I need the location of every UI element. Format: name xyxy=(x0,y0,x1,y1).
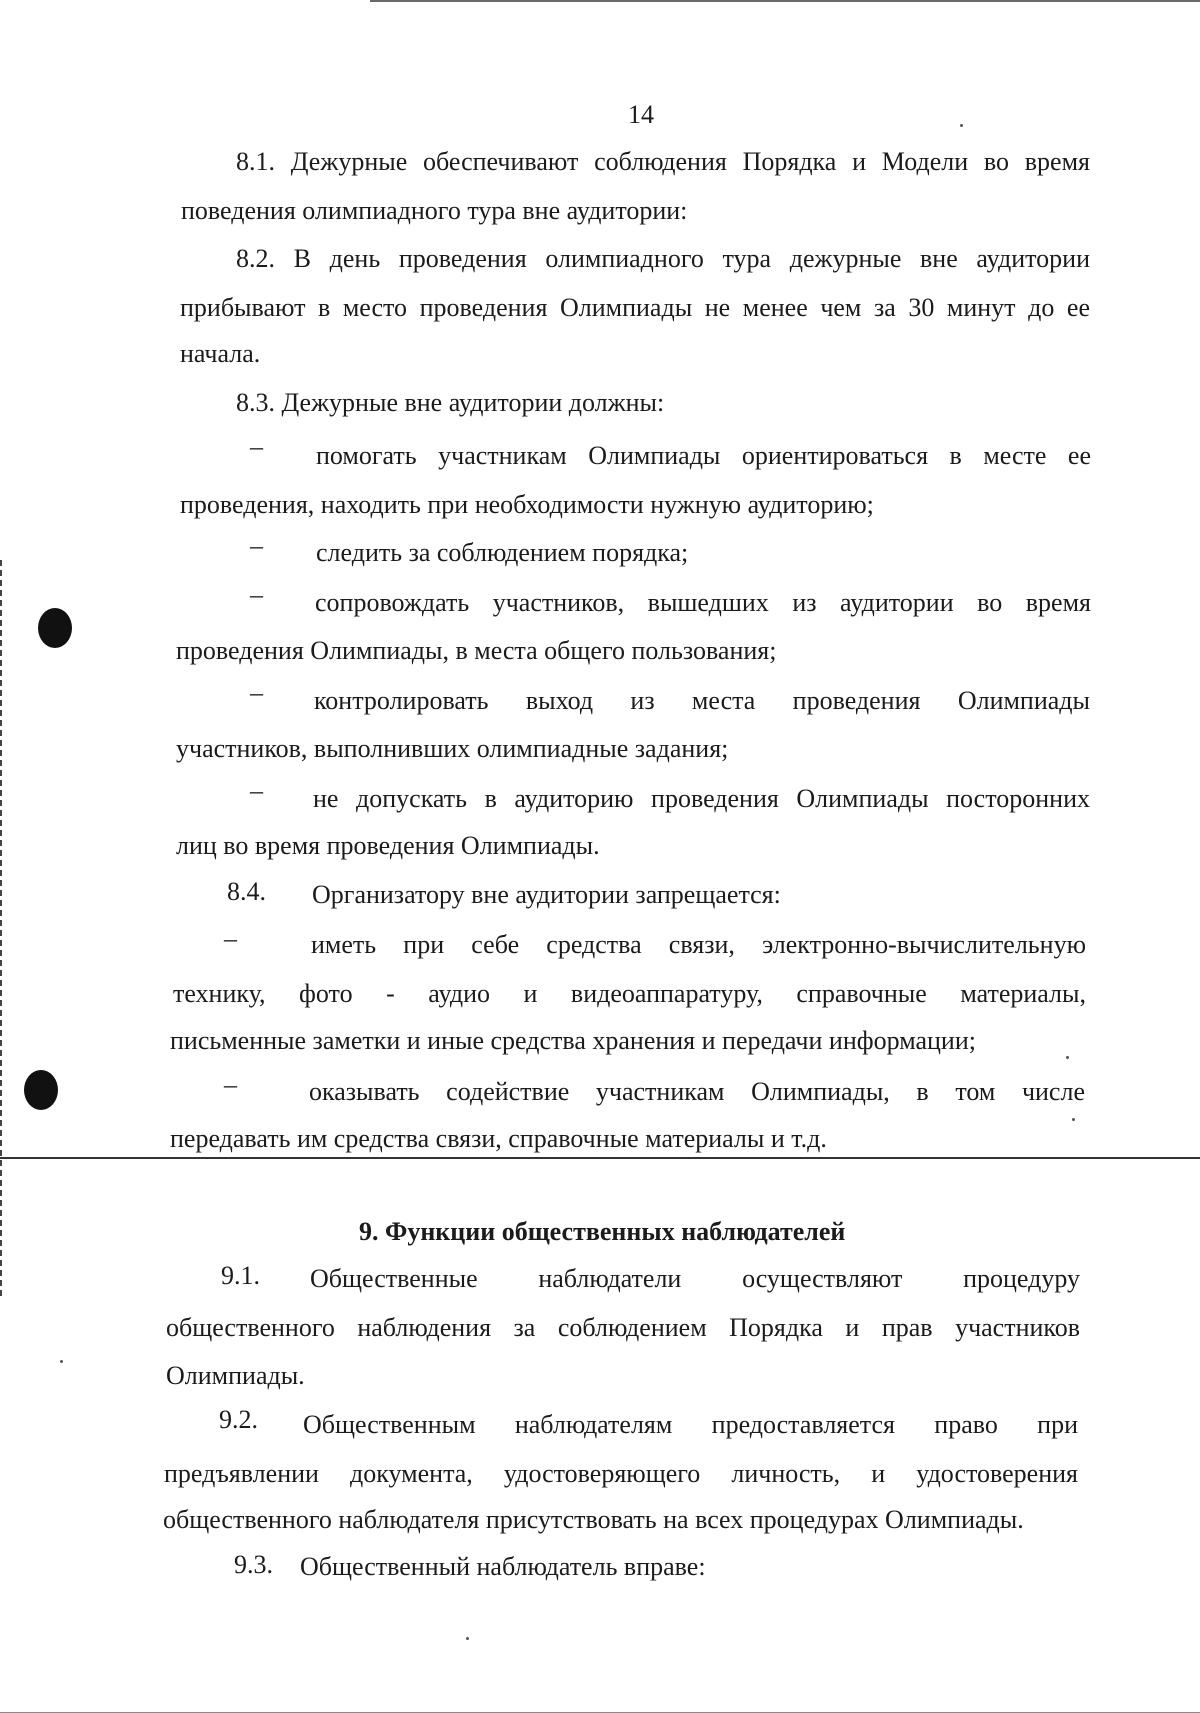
list-item-line: иметь при себе средства связи, электронно-вычислительную xyxy=(311,930,1086,959)
list-item-line: лиц во время проведения Олимпиады. xyxy=(176,831,600,860)
clause-number: 8.4. xyxy=(227,877,266,906)
section-heading: 9. Функции общественных наблюдателей xyxy=(359,1217,846,1246)
list-dash: – xyxy=(224,1070,237,1099)
scan-speck xyxy=(1066,1056,1069,1059)
list-dash: – xyxy=(250,432,263,461)
paragraph-line: общественного наблюдателя присутствовать на всех процедурах Олимпиады. xyxy=(163,1505,1024,1534)
paragraph-line: начала. xyxy=(180,339,261,368)
fold-line xyxy=(0,1157,1200,1159)
paragraph-line: 8.2. В день проведения олимпиадного тура дежурные вне аудитории xyxy=(236,244,1090,273)
paragraph-line: Организатору вне аудитории запрещается: xyxy=(312,880,781,909)
list-dash: – xyxy=(250,531,263,560)
scan-speck xyxy=(1072,1118,1075,1121)
list-item-line: следить за соблюдением порядка; xyxy=(316,538,689,567)
list-item-line: помогать участникам Олимпиады ориентироваться в месте ее xyxy=(316,441,1091,470)
page-number: 14 xyxy=(628,100,654,129)
list-dash: – xyxy=(224,924,237,953)
list-dash: – xyxy=(250,776,263,805)
clause-number: 9.1. xyxy=(221,1261,260,1290)
list-dash: – xyxy=(250,580,263,609)
list-item-line: сопровождать участников, вышедших из аудитории во время xyxy=(315,588,1091,617)
paragraph-line: Общественный наблюдатель вправе: xyxy=(300,1552,706,1581)
list-item-line: контролировать выход из места проведения Олимпиады xyxy=(314,686,1090,715)
list-item-line: технику, фото - аудио и видеоаппаратуру, справочные материалы, xyxy=(173,979,1086,1008)
list-dash: – xyxy=(250,678,263,707)
paragraph-line: общественного наблюдения за соблюдением Порядка и прав участников xyxy=(166,1313,1080,1342)
list-item-line: проведения Олимпиады, в места общего пользования; xyxy=(176,636,777,665)
paragraph-line: Олимпиады. xyxy=(166,1361,305,1390)
paragraph-line: 8.3. Дежурные вне аудитории должны: xyxy=(236,388,665,417)
list-item-line: передавать им средства связи, справочные материалы и т.д. xyxy=(170,1124,827,1153)
scan-speck xyxy=(960,124,963,127)
list-item-line: участников, выполнивших олимпиадные задания; xyxy=(176,734,729,763)
list-item-line: письменные заметки и иные средства хранения и передачи информации; xyxy=(170,1026,976,1055)
list-item-line: не допускать в аудиторию проведения Олимпиады посторонних xyxy=(313,784,1090,813)
clause-number: 9.3. xyxy=(234,1550,273,1579)
paragraph-line: 8.1. Дежурные обеспечивают соблюдения Порядка и Модели во время xyxy=(236,147,1090,176)
punch-hole-mark xyxy=(38,608,72,648)
punch-hole-mark xyxy=(24,1070,58,1110)
scan-speck xyxy=(466,1637,469,1640)
paragraph-line: Общественные наблюдатели осуществляют процедуру xyxy=(310,1264,1080,1293)
paragraph-line: предъявлении документа, удостоверяющего личность, и удостоверения xyxy=(164,1459,1078,1488)
scan-speck xyxy=(60,1360,63,1363)
paragraph-line: Общественным наблюдателям предоставляется право при xyxy=(303,1410,1078,1439)
paragraph-line: прибывают в место проведения Олимпиады не менее чем за 30 минут до ее xyxy=(180,293,1090,322)
clause-number: 9.2. xyxy=(219,1405,258,1434)
scan-edge-left xyxy=(0,560,2,1300)
list-item-line: проведения, находить при необходимости нужную аудиторию; xyxy=(180,490,874,519)
scan-edge-top xyxy=(370,0,1200,2)
list-item-line: оказывать содействие участникам Олимпиады, в том числе xyxy=(309,1077,1085,1106)
paragraph-line: поведения олимпиадного тура вне аудитории: xyxy=(181,196,688,225)
